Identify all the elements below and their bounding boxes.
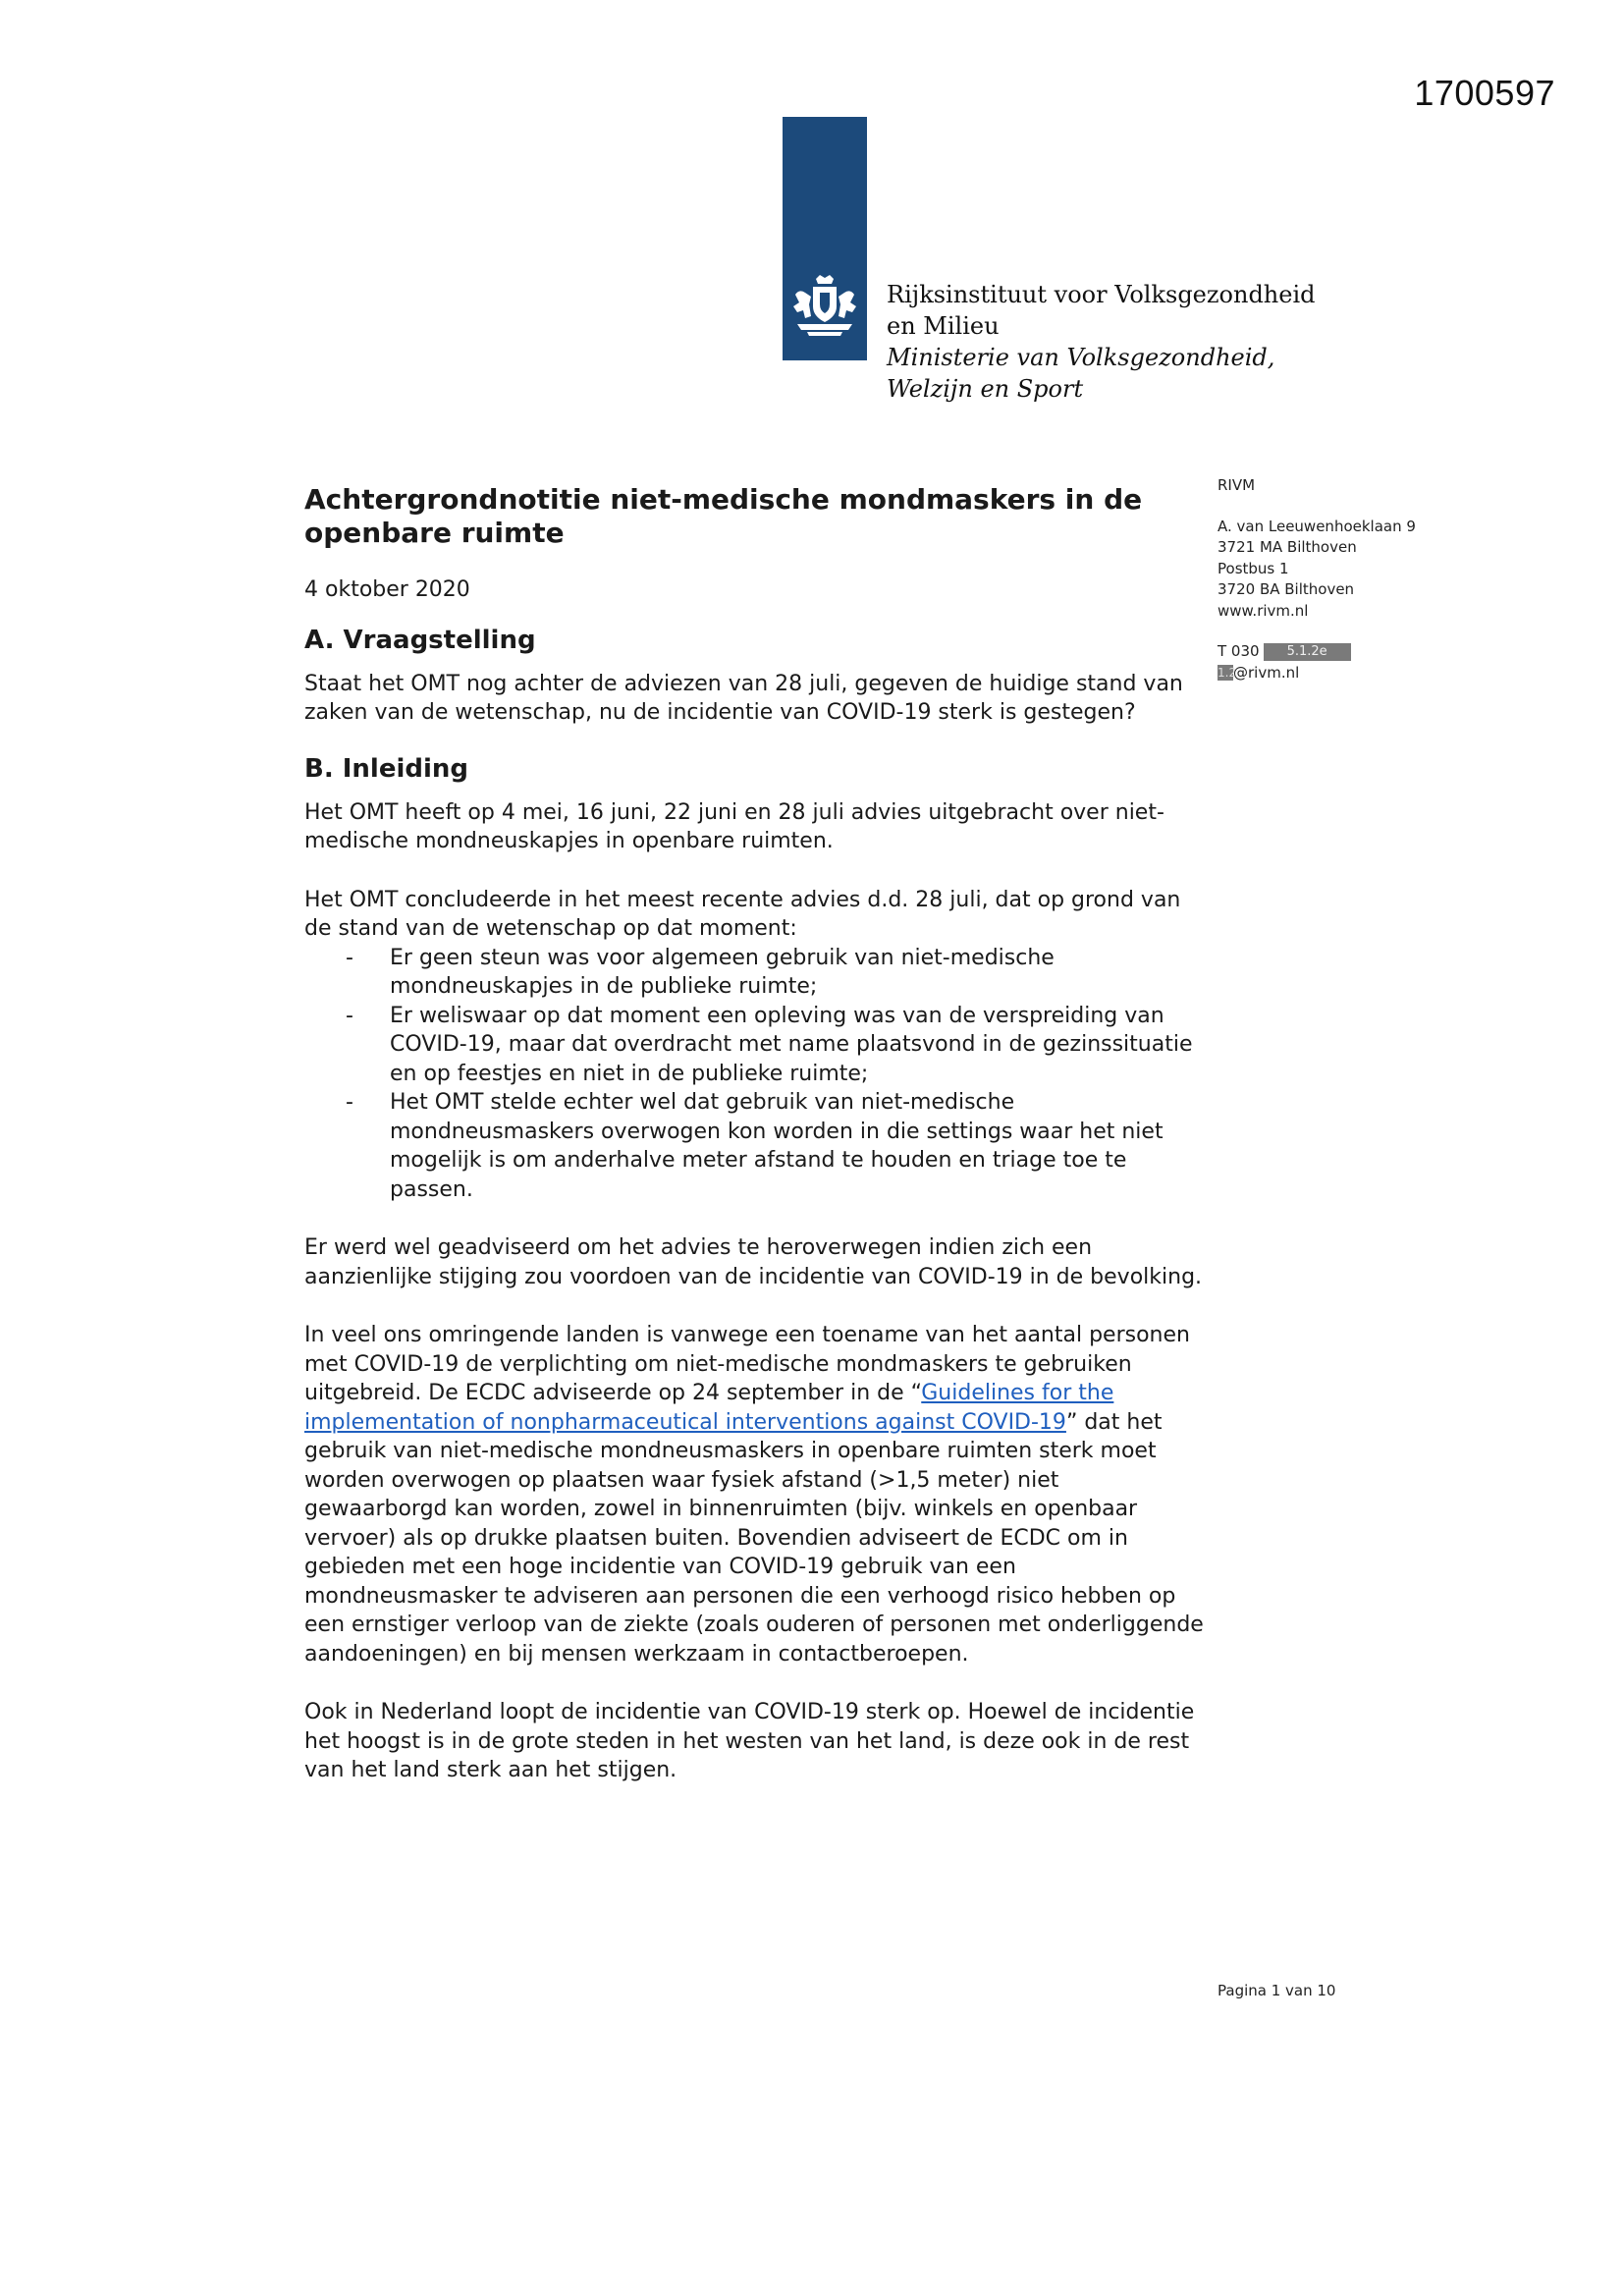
org-name-line-2: en Milieu xyxy=(887,312,1000,340)
bullet-dash: - xyxy=(346,945,353,970)
section-b-paragraph-1: Het OMT heeft op 4 mei, 16 juni, 22 juni en 28 juli advies uitgebracht over niet-medische mondneuskapjes in openbare ruimten. xyxy=(304,799,1164,853)
paragraph-4-rest: ” dat het gebruik van niet-medische mondneusmaskers in openbare ruimten sterk moet worden overwogen op plaatsen waar fysiek afstand (>1,5 meter) niet gewaarborgd kan worden, zowel in binnenruimten (bijv. winkels en openbaar vervoer) als op drukke plaatsen buiten. Bovendien adviseert de ECDC om in gebieden met een hoge incidentie van COVID-19 gebruik van een mondneusmasker te adviseren aan personen die een verhoogd risico hebben op een ernstiger verloop van de ziekte (zoals ouderen of personen met onderliggende aandoeningen) en bij mensen werkzaam in contactberoepen. xyxy=(304,1409,1204,1667)
sidebar-address xyxy=(1218,475,1416,683)
phone-redaction: 5.1.2e xyxy=(1264,643,1351,661)
ministry-line-1: Ministerie van Volksgezondheid, xyxy=(887,344,1275,371)
sidebar-phone xyxy=(1218,641,1416,663)
section-b-paragraph-4 xyxy=(304,1321,1208,1668)
sidebar-email xyxy=(1218,663,1416,684)
page-number: Pagina 1 van 10 xyxy=(1218,1982,1336,1999)
document-number: 1700597 xyxy=(1414,73,1555,113)
list-item xyxy=(304,1088,1208,1204)
email-redaction: 1.2 xyxy=(1218,666,1237,680)
list-item xyxy=(304,1002,1208,1089)
section-b-paragraph-3: Er werd wel geadviseerd om het advies te heroverwegen indien zich een aanzienlijke stijging zou voordoen van de incidentie van COVID-19 in de bevolking. xyxy=(304,1235,1203,1289)
list-item-text: Het OMT stelde echter wel dat gebruik van niet-medische mondneusmaskers overwogen kon worden in die settings waar het niet mogelijk is om anderhalve meter afstand te houden en triage toe te passen. xyxy=(390,1090,1164,1202)
list-item-text: Er weliswaar op dat moment een opleving was van de verspreiding van COVID-19, maar dat overdracht met name plaatsvond in de gezinssituatie en op feestjes en niet in de publieke ruimte; xyxy=(390,1003,1193,1086)
list-item-text: Er geen steun was voor algemeen gebruik van niet-medische mondneuskapjes in de publieke ruimte; xyxy=(390,945,1055,999)
document-title: Achtergrondnotitie niet-medische mondmaskers in de openbare ruimte xyxy=(304,483,1143,549)
paragraph-4-intro: In veel ons omringende landen is vanwege een toename van het aantal personen met COVID-19 de verplichting om niet-medische mondmaskers te gebruiken uitgebreid. De ECDC adviseerde op 24 september in de “ xyxy=(304,1323,1190,1405)
document-date: 4 oktober 2020 xyxy=(304,577,470,602)
email-suffix: @rivm.nl xyxy=(1233,663,1300,682)
ministry-line-2: Welzijn en Sport xyxy=(887,375,1084,403)
section-b-paragraph-2: Het OMT concludeerde in het meest recente advies d.d. 28 juli, dat op grond van de stand van de wetenschap op dat moment: xyxy=(304,887,1181,941)
section-b-heading: B. Inleiding xyxy=(304,753,469,784)
sidebar-org: RIVM xyxy=(1218,476,1256,494)
sidebar-address-1: A. van Leeuwenhoeklaan 9 xyxy=(1218,517,1416,535)
list-item xyxy=(304,944,1208,1002)
bullet-dash: - xyxy=(346,1003,353,1028)
section-a-heading: A. Vraagstelling xyxy=(304,625,536,655)
coat-of-arms-icon xyxy=(785,273,864,344)
section-a-text: Staat het OMT nog achter de adviezen van 28 juli, gegeven de huidige stand van zaken van de wetenschap, nu de incidentie van COVID-19 sterk is gestegen? xyxy=(304,671,1183,725)
sidebar-address-4: 3720 BA Bilthoven xyxy=(1218,580,1355,598)
conclusions-list xyxy=(304,944,1208,1205)
section-b-paragraph-5: Ook in Nederland loopt de incidentie van COVID-19 sterk op. Hoewel de incidentie het hoogst is in de grote steden in het westen van het land, is deze ook in de rest van het land sterk aan het stijgen. xyxy=(304,1700,1195,1782)
sidebar-website[interactable]: www.rivm.nl xyxy=(1218,601,1309,620)
sidebar-address-3: Postbus 1 xyxy=(1218,559,1289,577)
org-name-line-1: Rijksinstituut voor Volksgezondheid xyxy=(887,281,1316,308)
document-body xyxy=(304,483,1208,1785)
phone-prefix: T 030 xyxy=(1218,642,1260,660)
ecdc-guidelines-link[interactable]: Guidelines for the implementation of nonpharmaceutical interventions against COVID-19 xyxy=(304,1381,1114,1435)
bullet-dash: - xyxy=(346,1090,353,1115)
organization-name xyxy=(887,279,1316,405)
sidebar-address-2: 3721 MA Bilthoven xyxy=(1218,538,1357,556)
